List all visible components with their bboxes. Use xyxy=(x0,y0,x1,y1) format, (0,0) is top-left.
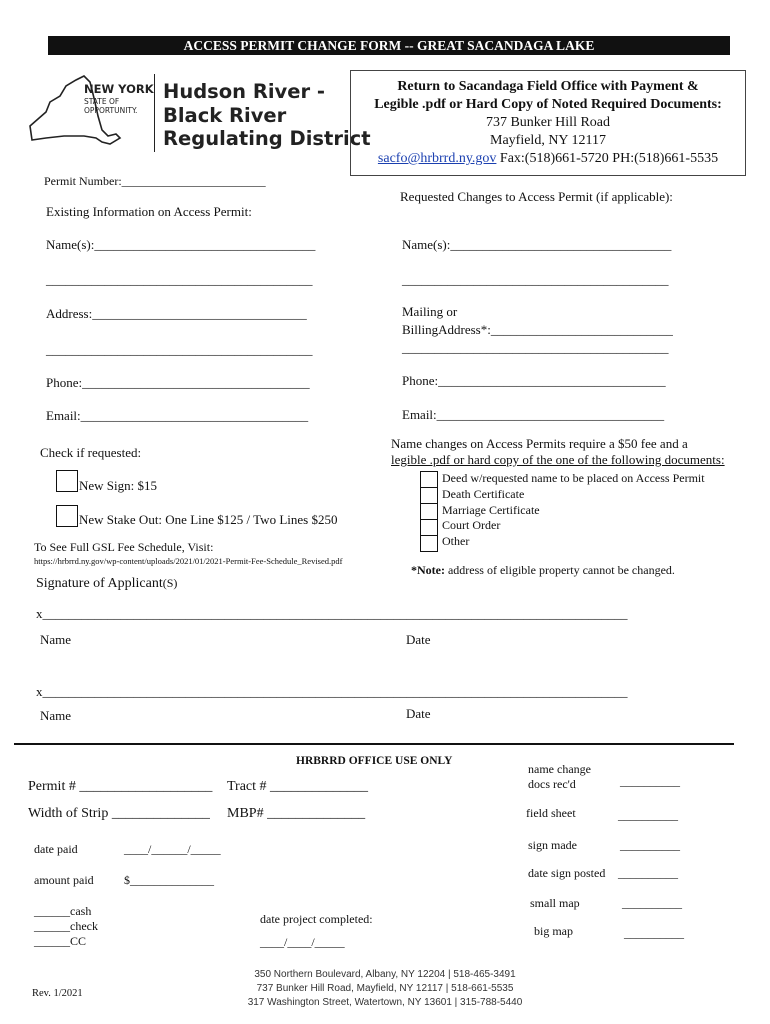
name-change-docs-label-2: docs rec'd xyxy=(528,777,576,791)
date-sign-posted-label: date sign posted xyxy=(528,866,606,880)
district-logo-line2: Black River xyxy=(163,103,287,127)
new-sign-checkbox[interactable] xyxy=(56,470,78,492)
return-line3: 737 Bunker Hill Road xyxy=(485,115,611,130)
date-paid-field[interactable]: ____/______/_____ xyxy=(124,842,221,856)
small-map-field[interactable]: __________ xyxy=(622,896,682,910)
doc-court-label: Court Order xyxy=(442,518,501,532)
tract-label: Tract # xyxy=(227,779,271,794)
office-use-heading: HRBRRD OFFICE USE ONLY xyxy=(296,755,453,767)
district-logo xyxy=(163,80,371,151)
new-stake-out-checkbox[interactable] xyxy=(56,505,78,527)
office-tract-field[interactable] xyxy=(227,779,368,795)
existing-phone-field[interactable]: Phone:___________________________________ xyxy=(46,375,310,390)
billing-address-field[interactable]: BillingAddress*:____________________________ xyxy=(402,322,673,337)
existing-address-cont-field[interactable]: _________________________________________ xyxy=(46,342,313,357)
requested-changes-heading: Requested Changes to Access Permit (if applicable): xyxy=(400,189,673,204)
office-permit-field[interactable]: Permit # ___________________ xyxy=(28,779,213,794)
billing-address-cont-field[interactable]: _________________________________________ xyxy=(402,340,669,355)
existing-names-field[interactable]: Name(s):__________________________________ xyxy=(46,237,316,252)
requested-phone-field[interactable]: Phone:___________________________________ xyxy=(402,373,666,388)
sign-made-label: sign made xyxy=(528,838,577,852)
requested-names-cont-field[interactable]: _________________________________________ xyxy=(402,272,669,287)
fee-schedule-link[interactable]: https://hrbrrd.ny.gov/wp-content/uploads/2021/01/2021-Permit-Fee-Schedule_Revised.pdf xyxy=(34,556,343,566)
doc-marriage-label: Marriage Certificate xyxy=(442,503,540,517)
signature-heading-text: Signature of Applicant xyxy=(36,576,163,591)
doc-death-label: Death Certificate xyxy=(442,487,525,501)
tract-blank[interactable]: ______________ xyxy=(270,779,369,794)
amount-paid-field[interactable]: $______________ xyxy=(124,873,214,887)
office-section-divider xyxy=(14,743,734,745)
signature-heading-suffix: (S) xyxy=(162,576,178,590)
logo-divider xyxy=(154,74,155,152)
big-map-field[interactable]: __________ xyxy=(624,926,684,940)
signature-line-2[interactable]: x__________________________________________________________________________________________ xyxy=(36,684,628,699)
return-contact xyxy=(351,150,745,168)
email-link[interactable]: sacfo@hrbrrd.ny.gov xyxy=(377,151,497,166)
name-change-docs-label-1: name change xyxy=(528,762,591,776)
date-label-2: Date xyxy=(406,706,431,721)
revision-label: Rev. 1/2021 xyxy=(32,988,83,999)
cash-field[interactable]: ______cash xyxy=(34,904,92,918)
name-change-docs-field[interactable]: __________ xyxy=(620,774,680,788)
footer-line3: 317 Washington Street, Watertown, NY 13601 | 315-788-5440 xyxy=(247,997,523,1008)
cc-field[interactable]: ______CC xyxy=(34,934,87,948)
sign-made-field[interactable]: __________ xyxy=(620,838,680,852)
name-label-2: Name xyxy=(40,708,72,723)
small-map-label: small map xyxy=(530,896,580,910)
check-field[interactable]: ______check xyxy=(34,919,98,933)
amount-paid-label: amount paid xyxy=(34,873,94,887)
signature-line-1[interactable]: x__________________________________________________________________________________________ xyxy=(36,606,628,621)
footer-line1: 350 Northern Boulevard, Albany, NY 12204 | 518-465-3491 xyxy=(254,969,516,980)
return-instructions-box xyxy=(350,70,746,176)
new-sign-label: New Sign: $15 xyxy=(79,478,157,493)
check-if-requested-heading: Check if requested: xyxy=(40,445,142,460)
date-sign-posted-field[interactable]: __________ xyxy=(618,866,678,880)
note-text: address of eligible property cannot be changed. xyxy=(444,563,675,577)
date-completed-label: date project completed: xyxy=(260,912,373,926)
date-paid-label: date paid xyxy=(34,842,78,856)
existing-address-field[interactable]: Address:_________________________________ xyxy=(46,306,307,321)
form-title: ACCESS PERMIT CHANGE FORM -- GREAT SACANDAGA LAKE xyxy=(48,36,730,55)
footer-addresses xyxy=(240,968,530,1010)
name-change-req-line2: legible .pdf or hard copy of the one of the following documents: xyxy=(391,452,725,467)
return-line2: Legible .pdf or Hard Copy of Noted Required Documents: xyxy=(374,97,722,112)
requested-email-field[interactable]: Email:___________________________________ xyxy=(402,407,665,422)
name-label-1: Name xyxy=(40,632,72,647)
existing-names-cont-field[interactable]: _________________________________________ xyxy=(46,272,313,287)
nys-logo xyxy=(24,72,154,154)
field-sheet-field[interactable]: __________ xyxy=(618,808,678,822)
fee-schedule-label: To See Full GSL Fee Schedule, Visit: xyxy=(34,540,214,554)
big-map-label: big map xyxy=(534,924,573,938)
new-stake-out-label: New Stake Out: One Line $125 / Two Lines $250 xyxy=(79,512,338,527)
mailing-label: Mailing or xyxy=(402,304,458,319)
district-logo-line3: Regulating District xyxy=(163,127,371,150)
ny-logo-line2: STATE OF xyxy=(84,97,120,106)
office-width-field[interactable]: Width of Strip ______________ xyxy=(28,806,210,821)
other-checkbox[interactable] xyxy=(420,535,438,552)
note-label: *Note: xyxy=(411,563,445,577)
doc-other-label: Other xyxy=(442,534,470,548)
existing-info-heading: Existing Information on Access Permit: xyxy=(46,204,252,219)
office-mbp-field[interactable]: MBP# ______________ xyxy=(227,806,366,821)
permit-number-field[interactable]: Permit Number:________________________ xyxy=(44,174,266,188)
return-line4: Mayfield, NY 12117 xyxy=(490,133,606,148)
existing-email-field[interactable]: Email:___________________________________ xyxy=(46,408,309,423)
death-certificate-checkbox[interactable] xyxy=(420,487,438,504)
requested-names-field[interactable]: Name(s):__________________________________ xyxy=(402,237,672,252)
marriage-certificate-checkbox[interactable] xyxy=(420,503,438,520)
date-completed-field[interactable]: ____/____/_____ xyxy=(260,935,345,949)
date-label-1: Date xyxy=(406,632,431,647)
doc-deed-label: Deed w/requested name to be placed on Access Permit xyxy=(442,471,705,485)
deed-checkbox[interactable] xyxy=(420,471,438,488)
fax-phone: Fax:(518)661-5720 PH:(518)661-5535 xyxy=(499,151,719,166)
signature-heading xyxy=(36,576,177,592)
district-logo-line1: Hudson River - xyxy=(163,80,325,103)
court-order-checkbox[interactable] xyxy=(420,519,438,536)
field-sheet-label: field sheet xyxy=(526,806,576,820)
name-change-req-line1: Name changes on Access Permits require a $50 fee and a xyxy=(391,436,688,451)
footer-line2: 737 Bunker Hill Road, Mayfield, NY 12117 | 518-661-5535 xyxy=(256,983,514,994)
ny-logo-line1: NEW YORK xyxy=(84,82,154,96)
address-note xyxy=(411,563,675,578)
return-line1: Return to Sacandaga Field Office with Payment & xyxy=(397,79,699,94)
ny-logo-line3: OPPORTUNITY. xyxy=(84,106,138,115)
